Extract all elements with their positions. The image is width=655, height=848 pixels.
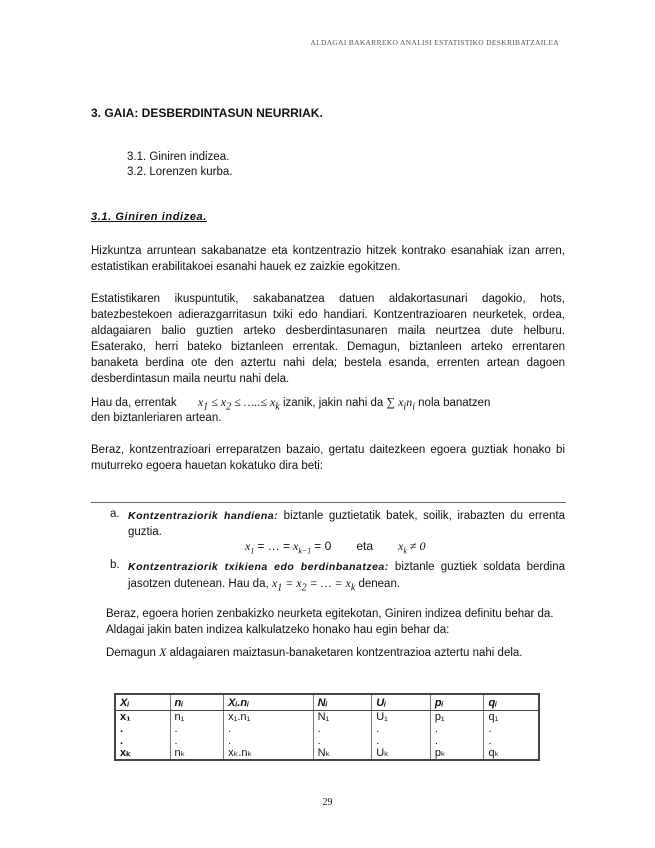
table-cell: xₖ	[115, 747, 170, 760]
col-header-pi: pᵢ	[430, 694, 484, 711]
equal-distribution-formula: $x_1 = x_2$ = … = $x_k$	[271, 576, 356, 594]
col-header-xini: Xᵢ.nᵢ	[224, 694, 313, 711]
running-header: ALDAGAI BAKARREKO ANALISI ESTATISTIKO DESKRIBATZAILEA	[310, 38, 559, 47]
table-cell: U₁	[372, 711, 431, 724]
paragraph-gini-definition: Beraz, egoera horien zenbakizko neurketa egitekotan, Giniren indizea definitu behar da. Aldagai jakin baten indizea kalkulatzeko honako hau egin behar da:	[106, 608, 554, 636]
max-concentration-formula: $x_1$ = … = $x_{k-1} = 0$ eta $x_k \ne 0$	[245, 539, 426, 556]
col-header-Ui: Uᵢ	[372, 694, 431, 711]
col-header-xi: Xᵢ	[115, 694, 170, 711]
paragraph-ordering-cont: den biztanleriaren artean.	[91, 412, 222, 424]
paragraph-intro: Hizkuntza arruntean sakabanatze eta kontzentrazio hitzek kontrako esanahiak izan arren, estatistikan erabilitakoei esanahi hauek ez zaizkie egokitzen.	[91, 245, 565, 273]
chapter-title: 3. GAIA: DESBERDINTASUN NEURRIAK.	[91, 106, 323, 120]
table-cell: Nₖ	[313, 747, 372, 760]
list-marker-b: b.	[110, 559, 120, 571]
col-header-qi: qᵢ	[484, 694, 539, 711]
toc-item-lorenz: 3.2. Lorenzen kurba.	[127, 166, 233, 178]
table-row	[115, 747, 539, 760]
table-cell: .	[372, 723, 431, 735]
table-cell: .	[484, 723, 539, 735]
sum-formula: ∑ $x_in_i$	[386, 395, 415, 413]
ordering-mid: izanik, jakin nahi da	[279, 397, 387, 409]
equal-distribution-text: biztanle guztiek soldata berdina jasotzen dutenean. Hau da,	[128, 561, 565, 590]
table-cell: pₖ	[430, 747, 484, 760]
table-cell: Uₖ	[372, 747, 431, 760]
max-concentration-text: biztanle guztietatik batek, soilik, irabazten du errenta guztia.	[128, 510, 566, 538]
paragraph-extremes: Beraz, kontzentrazioari erreparatzen bazaio, gertatu daitezkeen egoera guztiak honako bi muturreko egoera hauetan kokatuko dira beti:	[91, 444, 565, 472]
section-divider	[91, 502, 566, 503]
table-cell: qₖ	[484, 747, 539, 760]
table-cell: .	[313, 723, 372, 735]
col-header-ni: nᵢ	[170, 694, 224, 711]
paragraph-variable: Demagun X aldagaiaren maiztasun-banaketaren kontzentrazioa aztertu nahi dela.	[106, 645, 523, 659]
table-cell: .	[170, 735, 224, 747]
list-item-max-concentration	[128, 508, 565, 540]
section-title: 3.1. Giniren indizea.	[91, 211, 207, 223]
table-row	[115, 723, 539, 735]
table-row	[115, 735, 539, 747]
table-cell: .	[430, 735, 484, 747]
table-cell: .	[484, 735, 539, 747]
ordering-end: nola banatzen	[414, 397, 491, 409]
table-cell: xₖ.nₖ	[224, 747, 313, 760]
table-cell: p₁	[430, 711, 484, 724]
toc-item-gini: 3.1. Giniren indizea.	[127, 151, 230, 163]
table-cell: n₁	[170, 711, 224, 724]
table-cell: x₁.n₁	[224, 711, 313, 724]
table-cell: .	[372, 735, 431, 747]
frequency-table	[114, 693, 540, 761]
table-cell: .	[170, 723, 224, 735]
table-cell: .	[313, 735, 372, 747]
list-item-equal-distribution	[128, 559, 565, 596]
table-cell: N₁	[313, 711, 372, 724]
equal-distribution-end: denean.	[355, 578, 401, 590]
table-cell: q₁	[484, 711, 539, 724]
table-cell: .	[430, 723, 484, 735]
page-number: 29	[322, 797, 333, 808]
ordering-intro: Hau da, errentak	[91, 397, 177, 409]
list-marker-a: a.	[110, 508, 120, 520]
table-cell: x₁	[115, 711, 170, 724]
table-cell: .	[224, 735, 313, 747]
paragraph-concentration: Estatistikaren ikuspuntutik, sakabanatzea datuen aldakortasunari dagokio, hots, batezbestekoen adierazgarritasun txiki edo handiari. Kontzentrazioaren neurketek, ordea, aldagaiaren balio guztien arteko desberdintasunaren maila neurtzea dute helburu. Esaterako, herri bateko biztanleen errentak. Demagun, biztanleen arteko errentaren banaketa berdina ote den aztertu nahi dela; bestela esanda, errenten artean dagoen desberdintasun maila neurtu nahi dela.	[91, 293, 565, 385]
table-header-row	[115, 694, 539, 711]
table-cell: nₖ	[170, 747, 224, 760]
ordering-formula: $x_1 \le x_2$ ≤ …..≤ $x_k$	[197, 395, 280, 413]
table-cell: .	[224, 723, 313, 735]
term-max-concentration: Kontzentraziorik handiena:	[128, 510, 279, 522]
table-row	[115, 711, 539, 724]
col-header-Ni: Nᵢ	[313, 694, 372, 711]
table-cell: .	[115, 735, 170, 747]
table-cell: .	[115, 723, 170, 735]
term-equal-distribution: Kontzentraziorik txikiena edo berdinbanatzea:	[128, 561, 389, 573]
